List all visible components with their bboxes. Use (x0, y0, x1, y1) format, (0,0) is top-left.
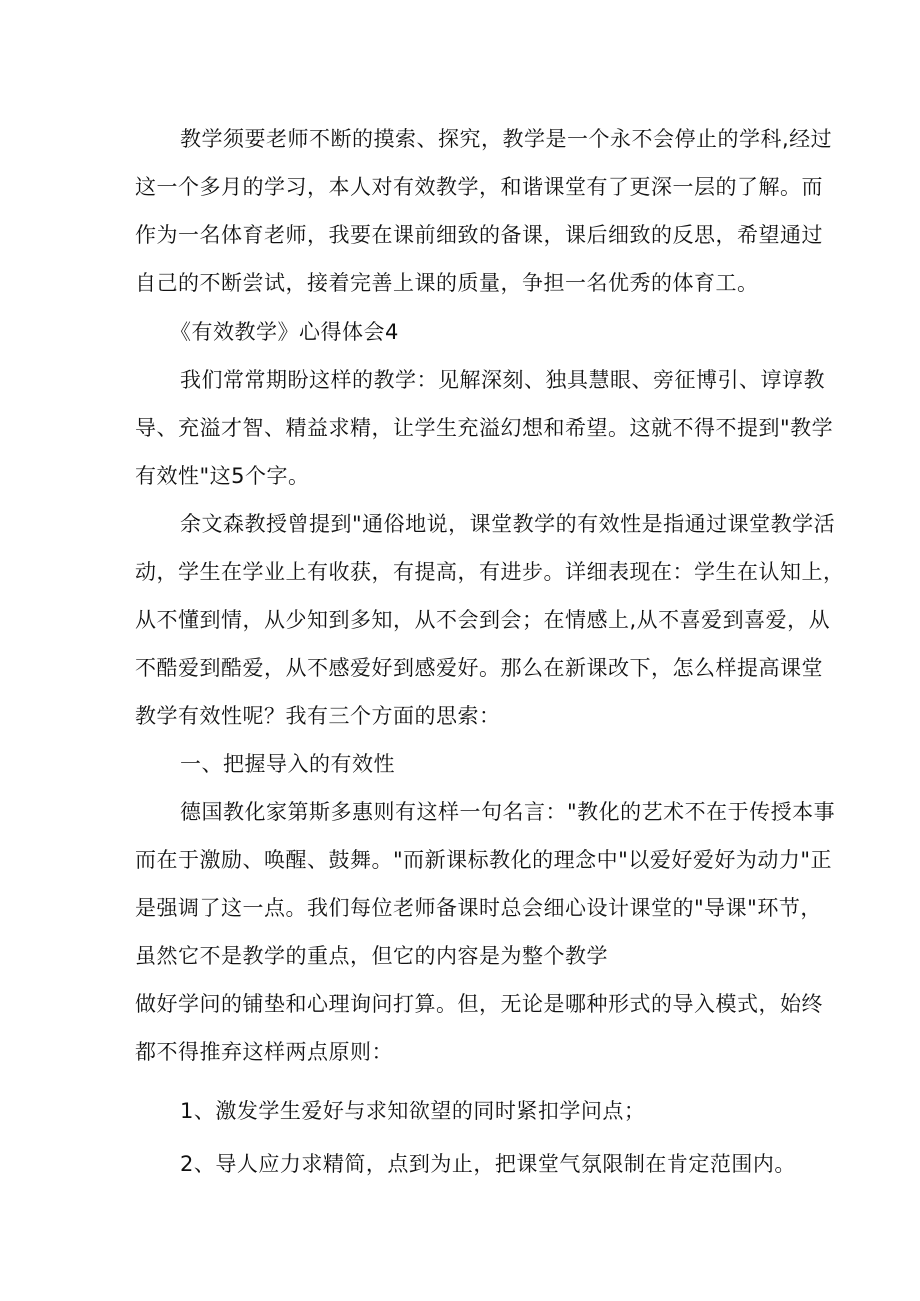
text-line: 有效性"这5个字。 (135, 464, 310, 488)
text-line: 虽然它不是教学的重点，但它的内容是为整个教学 (135, 944, 608, 968)
text-line: 是强调了这一点。我们每位老师备课时总会细心设计课堂的"导课"环节， (135, 896, 822, 920)
text-line: 我们常常期盼这样的教学：见解深刻、独具慧眼、旁征博引、谆谆教 (180, 368, 825, 392)
text-line: 这一个多月的学习，本人对有效教学，和谐课堂有了更深一层的了解。而 (135, 175, 823, 199)
list-item: 2、导人应力求精简，点到为止，把课堂气氛限制在肯定范围内。 (180, 1152, 796, 1176)
text-line: 余文森教授曾提到"通俗地说，课堂教学的有效性是指通过课堂教学活 (180, 512, 836, 536)
text-line: 教学须要老师不断的摸索、探究，教学是一个永不会停止的学科,经过 (180, 127, 833, 151)
section-heading: 《有效教学》心得体会4 (170, 320, 399, 344)
text-line: 导、充溢才智、精益求精，让学生充溢幻想和希望。这就不得不提到"教学 (135, 416, 834, 440)
text-line: 都不得推弃这样两点原则： (135, 1040, 393, 1064)
text-line: 动，学生在学业上有收获，有提高，有进步。详细表现在：学生在认知上， (135, 560, 845, 584)
text-line: 自己的不断尝试，接着完善上课的质量，争担一名优秀的体育工。 (135, 271, 759, 295)
text-line: 从不懂到情，从少知到多知，从不会到会；在情感上,从不喜爱到喜爱，从 (135, 608, 831, 632)
text-line: 教学有效性呢？我有三个方面的思索： (135, 704, 501, 728)
list-item: 1、激发学生爱好与求知欲望的同时紧扣学问点； (180, 1099, 646, 1123)
text-line: 而在于激励、唤醒、鼓舞。"而新课标教化的理念中"以爱好爱好为动力"正 (135, 848, 832, 872)
text-line: 德国教化家第斯多惠则有这样一句名言："教化的艺术不在于传授本事 (180, 800, 836, 824)
text-line: 不酷爱到酷爱，从不感爱好到感爱好。那么在新课改下，怎么样提高课堂 (135, 656, 823, 680)
subsection-heading: 一、把握导入的有效性 (180, 752, 395, 776)
text-line: 做好学问的铺垫和心理询问打算。但，无论是哪种形式的导入模式，始终 (135, 992, 823, 1016)
text-line: 作为一名体育老师，我要在课前细致的备课，课后细致的反思，希望通过 (135, 223, 823, 247)
